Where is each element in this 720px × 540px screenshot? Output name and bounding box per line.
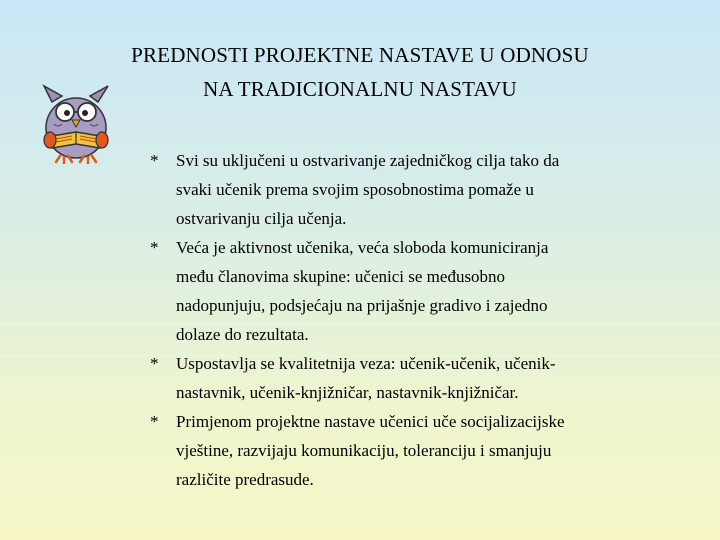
bullet-line: svaki učenik prema svojim sposobnostima pomaže u xyxy=(176,180,534,199)
bullet-item xyxy=(150,349,690,407)
bullet-marker: * xyxy=(150,238,159,257)
bullet-line: među članovima skupine: učenici se međusobno xyxy=(176,267,506,286)
slide-title-line-1: PREDNOSTI PROJEKTNE NASTAVE U ODNOSU xyxy=(131,43,589,67)
bullet-marker: * xyxy=(150,151,159,170)
bullet-line: Svi su uključeni u ostvarivanje zajedničkog cilja tako da xyxy=(176,151,560,170)
bullet-line: nadopunjuju, podsjećaju na prijašnje gradivo i zajedno xyxy=(176,296,548,315)
owl-reading-book-icon xyxy=(34,80,118,164)
bullet-list xyxy=(150,146,690,494)
bullet-line: Uspostavlja se kvalitetnija veza: učenik-učenik, učenik- xyxy=(176,354,556,373)
bullet-line: nastavnik, učenik-knjižničar, nastavnik-knjižničar. xyxy=(176,383,519,402)
bullet-marker: * xyxy=(150,354,159,373)
bullet-line: vještine, razvijaju komunikaciju, toleranciju i smanjuju xyxy=(176,441,552,460)
slide-title-line-2: NA TRADICIONALNU NASTAVU xyxy=(203,77,517,101)
bullet-line: različite predrasude. xyxy=(176,470,314,489)
bullet-line: ostvarivanju cilja učenja. xyxy=(176,209,347,228)
bullet-item xyxy=(150,233,690,349)
bullet-item xyxy=(150,146,690,233)
slide-title xyxy=(60,38,660,106)
bullet-marker: * xyxy=(150,412,159,431)
bullet-item xyxy=(150,407,690,494)
bullet-line: Veća je aktivnost učenika, veća sloboda komuniciranja xyxy=(176,238,549,257)
bullet-line: Primjenom projektne nastave učenici uče socijalizacijske xyxy=(176,412,565,431)
bullet-line: dolaze do rezultata. xyxy=(176,325,309,344)
